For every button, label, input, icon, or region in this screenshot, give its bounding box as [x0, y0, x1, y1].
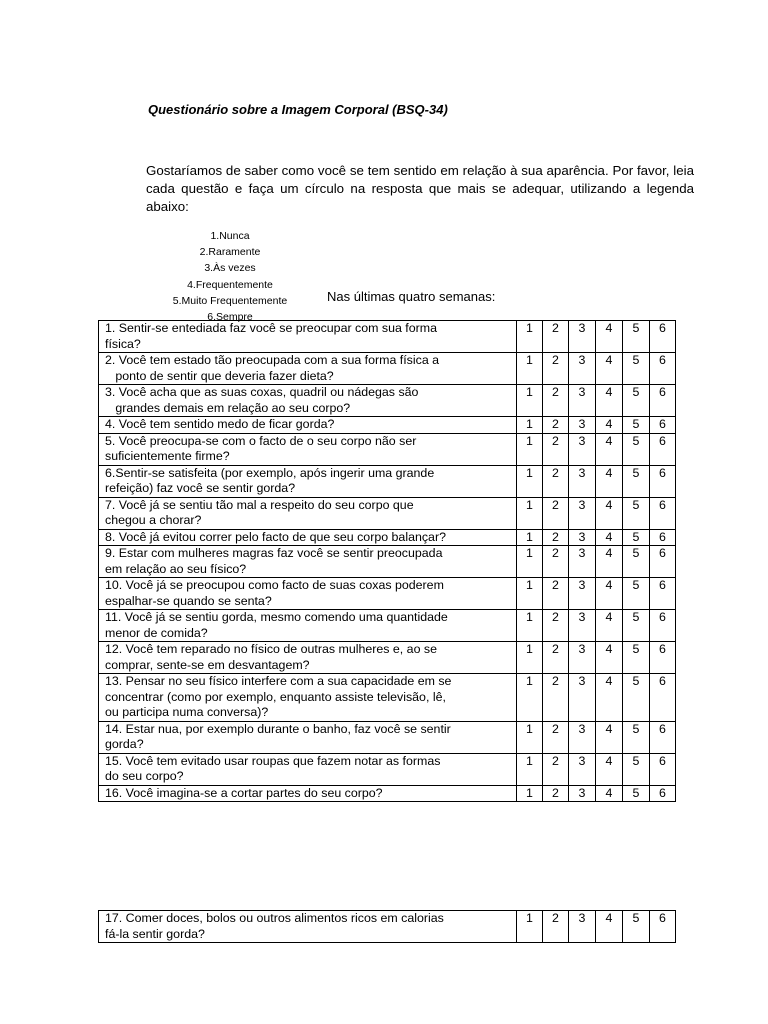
- question-row: [99, 465, 676, 497]
- question-line: 17. Comer doces, bolos ou outros alimentos ricos em calorias: [105, 911, 444, 925]
- question-row: [99, 321, 676, 353]
- answer-option[interactable]: 2: [543, 497, 569, 529]
- question-line: física?: [105, 336, 141, 351]
- question-text: [99, 353, 517, 385]
- answer-option[interactable]: 1: [517, 753, 543, 785]
- answer-option[interactable]: 5: [623, 721, 650, 753]
- answer-option[interactable]: 6: [650, 785, 676, 802]
- answer-option[interactable]: 4: [596, 385, 623, 417]
- legend: [160, 228, 300, 325]
- question-row: [99, 911, 676, 943]
- answer-option[interactable]: 2: [543, 385, 569, 417]
- answer-option[interactable]: 1: [517, 642, 543, 674]
- legend-item: 3.Às vezes: [204, 262, 256, 275]
- answer-option[interactable]: 1: [517, 721, 543, 753]
- answer-option[interactable]: 5: [623, 529, 650, 546]
- answer-option[interactable]: 5: [623, 911, 650, 943]
- subheading: Nas últimas quatro semanas:: [327, 289, 496, 304]
- question-line: concentrar (como por exemplo, enquanto assiste televisão, lê,: [105, 689, 446, 704]
- question-line: em relação ao seu físico?: [105, 561, 247, 576]
- answer-option[interactable]: 1: [517, 785, 543, 802]
- answer-option[interactable]: 3: [569, 674, 596, 722]
- answer-option[interactable]: 1: [517, 674, 543, 722]
- answer-option[interactable]: 4: [596, 785, 623, 802]
- answer-option[interactable]: 4: [596, 417, 623, 434]
- answer-option[interactable]: 2: [543, 353, 569, 385]
- question-line: comprar, sente-se em desvantagem?: [105, 657, 310, 672]
- legend-item: 5.Muito Frequentemente: [172, 294, 288, 307]
- question-row: [99, 785, 676, 802]
- answer-option[interactable]: 3: [569, 642, 596, 674]
- question-line: ou participa numa conversa)?: [105, 705, 269, 719]
- answer-option[interactable]: 2: [543, 578, 569, 610]
- answer-option[interactable]: 6: [650, 433, 676, 465]
- question-line: fá-la sentir gorda?: [105, 926, 205, 941]
- answer-option[interactable]: 1: [517, 417, 543, 434]
- answer-option[interactable]: 5: [623, 674, 650, 722]
- answer-option[interactable]: 5: [623, 642, 650, 674]
- answer-option[interactable]: 1: [517, 497, 543, 529]
- answer-option[interactable]: 2: [543, 785, 569, 802]
- answer-option[interactable]: 3: [569, 433, 596, 465]
- question-text: [99, 529, 517, 546]
- answer-option[interactable]: 2: [543, 721, 569, 753]
- answer-option[interactable]: 6: [650, 578, 676, 610]
- answer-option[interactable]: 2: [543, 465, 569, 497]
- question-line: do seu corpo?: [105, 769, 184, 783]
- answer-option[interactable]: 6: [650, 753, 676, 785]
- page-title: Questionário sobre a Imagem Corporal (BSQ-34): [148, 102, 448, 117]
- question-line: 11. Você já se sentiu gorda, mesmo comendo uma quantidade: [105, 610, 448, 624]
- question-line: 14. Estar nua, por exemplo durante o banho, faz você se sentir: [105, 721, 451, 736]
- legend-item: 1.Nunca: [210, 230, 250, 242]
- question-text: [99, 546, 517, 578]
- question-row: [99, 578, 676, 610]
- answer-option[interactable]: 3: [569, 753, 596, 785]
- answer-option[interactable]: 2: [543, 642, 569, 674]
- question-text: [99, 753, 517, 785]
- answer-option[interactable]: 2: [543, 546, 569, 578]
- question-row: [99, 610, 676, 642]
- answer-option[interactable]: 1: [517, 546, 543, 578]
- answer-option[interactable]: 3: [569, 353, 596, 385]
- answer-option[interactable]: 6: [650, 529, 676, 546]
- question-line: grandes demais em relação ao seu corpo?: [105, 400, 351, 415]
- legend-item: 4.Frequentemente: [187, 278, 273, 291]
- answer-option[interactable]: 4: [596, 721, 623, 753]
- answer-option[interactable]: 5: [623, 610, 650, 642]
- question-text: [99, 642, 517, 674]
- answer-option[interactable]: 5: [623, 497, 650, 529]
- answer-option[interactable]: 2: [543, 753, 569, 785]
- answer-option[interactable]: 5: [623, 417, 650, 434]
- answer-option[interactable]: 4: [596, 529, 623, 546]
- answer-option[interactable]: 6: [650, 721, 676, 753]
- question-text: [99, 721, 517, 753]
- answer-option[interactable]: 1: [517, 578, 543, 610]
- question-row: [99, 433, 676, 465]
- question-line: 7. Você já se sentiu tão mal a respeito do seu corpo que: [105, 497, 414, 512]
- answer-option[interactable]: 1: [517, 385, 543, 417]
- question-text: [99, 497, 517, 529]
- intro-paragraph: Gostaríamos de saber como você se tem sentido em relação à sua aparência. Por favor, leia cada questão e faça um círculo na resposta que mais se adequar, utilizando a legenda abaixo:: [146, 163, 694, 214]
- answer-option[interactable]: 4: [596, 753, 623, 785]
- question-row: [99, 642, 676, 674]
- question-line: 9. Estar com mulheres magras faz você se sentir preocupada: [105, 546, 443, 560]
- answer-option[interactable]: 2: [543, 529, 569, 546]
- question-text: [99, 674, 517, 722]
- question-line: 4. Você tem sentido medo de ficar gorda?: [105, 417, 335, 431]
- answer-option[interactable]: 1: [517, 321, 543, 353]
- answer-option[interactable]: 1: [517, 353, 543, 385]
- answer-option[interactable]: 6: [650, 417, 676, 434]
- answer-option[interactable]: 5: [623, 385, 650, 417]
- answer-option[interactable]: 6: [650, 353, 676, 385]
- answer-option[interactable]: 4: [596, 911, 623, 943]
- answer-option[interactable]: 4: [596, 353, 623, 385]
- answer-option[interactable]: 1: [517, 465, 543, 497]
- answer-option[interactable]: 3: [569, 578, 596, 610]
- answer-option[interactable]: 2: [543, 433, 569, 465]
- question-row: [99, 417, 676, 434]
- answer-option[interactable]: 6: [650, 465, 676, 497]
- answer-option[interactable]: 2: [543, 321, 569, 353]
- answer-option[interactable]: 5: [623, 321, 650, 353]
- answer-option[interactable]: 6: [650, 546, 676, 578]
- question-line: 8. Você já evitou correr pelo facto de que seu corpo balançar?: [105, 529, 446, 544]
- question-row: [99, 753, 676, 785]
- answer-option[interactable]: 6: [650, 674, 676, 722]
- answer-option[interactable]: 3: [569, 385, 596, 417]
- question-text: [99, 321, 517, 353]
- questionnaire-table-continued: [98, 910, 676, 943]
- question-text: [99, 465, 517, 497]
- answer-option[interactable]: 3: [569, 610, 596, 642]
- answer-option[interactable]: 3: [569, 721, 596, 753]
- answer-option[interactable]: 6: [650, 642, 676, 674]
- question-line: 2. Você tem estado tão preocupada com a sua forma física a: [105, 353, 440, 367]
- answer-option[interactable]: 1: [517, 911, 543, 943]
- answer-option[interactable]: 2: [543, 610, 569, 642]
- question-line: chegou a chorar?: [105, 513, 202, 527]
- answer-option[interactable]: 4: [596, 610, 623, 642]
- answer-option[interactable]: 4: [596, 546, 623, 578]
- question-line: 13. Pensar no seu físico interfere com a sua capacidade em se: [105, 674, 452, 688]
- answer-option[interactable]: 2: [543, 417, 569, 434]
- question-line: ponto de sentir que deveria fazer dieta?: [105, 368, 334, 383]
- answer-option[interactable]: 3: [569, 529, 596, 546]
- question-text: [99, 785, 517, 802]
- answer-option[interactable]: 3: [569, 321, 596, 353]
- answer-option[interactable]: 2: [543, 674, 569, 722]
- answer-option[interactable]: 5: [623, 546, 650, 578]
- legend-item: 6.Sempre: [207, 311, 253, 324]
- question-row: [99, 721, 676, 753]
- answer-option[interactable]: 4: [596, 321, 623, 353]
- question-row: [99, 385, 676, 417]
- answer-option[interactable]: 5: [623, 578, 650, 610]
- question-row: [99, 546, 676, 578]
- answer-option[interactable]: 3: [569, 497, 596, 529]
- answer-option[interactable]: 5: [623, 785, 650, 802]
- answer-option[interactable]: 4: [596, 433, 623, 465]
- question-line: menor de comida?: [105, 625, 208, 640]
- question-line: 15. Você tem evitado usar roupas que fazem notar as formas: [105, 753, 441, 768]
- answer-option[interactable]: 4: [596, 578, 623, 610]
- question-line: 5. Você preocupa-se com o facto de o seu corpo não ser: [105, 433, 417, 448]
- question-text: [99, 578, 517, 610]
- question-line: 10. Você já se preocupou como facto de suas coxas poderem: [105, 578, 444, 592]
- question-line: 12. Você tem reparado no físico de outras mulheres e, ao se: [105, 642, 437, 656]
- question-line: refeição) faz você se sentir gorda?: [105, 481, 296, 495]
- questionnaire-table: [98, 320, 676, 802]
- answer-option[interactable]: 1: [517, 433, 543, 465]
- question-line: gorda?: [105, 737, 144, 751]
- question-text: [99, 385, 517, 417]
- answer-option[interactable]: 6: [650, 610, 676, 642]
- question-text: [99, 417, 517, 434]
- question-row: [99, 529, 676, 546]
- answer-option[interactable]: 6: [650, 911, 676, 943]
- answer-option[interactable]: 6: [650, 321, 676, 353]
- answer-option[interactable]: 4: [596, 674, 623, 722]
- answer-option[interactable]: 4: [596, 497, 623, 529]
- question-row: [99, 674, 676, 722]
- legend-item: 2.Raramente: [199, 246, 261, 259]
- answer-option[interactable]: 1: [517, 610, 543, 642]
- answer-option[interactable]: 6: [650, 497, 676, 529]
- question-text: [99, 610, 517, 642]
- answer-option[interactable]: 5: [623, 353, 650, 385]
- question-line: espalhar-se quando se senta?: [105, 593, 272, 608]
- answer-option[interactable]: 4: [596, 642, 623, 674]
- answer-option[interactable]: 2: [543, 911, 569, 943]
- answer-option[interactable]: 5: [623, 753, 650, 785]
- question-text: [99, 911, 517, 943]
- question-line: 1. Sentir-se entediada faz você se preocupar com sua forma: [105, 321, 437, 335]
- answer-option[interactable]: 3: [569, 911, 596, 943]
- answer-option[interactable]: 3: [569, 785, 596, 802]
- answer-option[interactable]: 1: [517, 529, 543, 546]
- answer-option[interactable]: 5: [623, 465, 650, 497]
- question-line: 16. Você imagina-se a cortar partes do seu corpo?: [105, 785, 383, 800]
- answer-option[interactable]: 3: [569, 546, 596, 578]
- question-row: [99, 497, 676, 529]
- answer-option[interactable]: 5: [623, 433, 650, 465]
- answer-option[interactable]: 4: [596, 465, 623, 497]
- question-row: [99, 353, 676, 385]
- question-line: 6.Sentir-se satisfeita (por exemplo, após ingerir uma grande: [105, 465, 435, 480]
- question-line: 3. Você acha que as suas coxas, quadril ou nádegas são: [105, 385, 419, 399]
- answer-option[interactable]: 3: [569, 417, 596, 434]
- answer-option[interactable]: 3: [569, 465, 596, 497]
- question-text: [99, 433, 517, 465]
- answer-option[interactable]: 6: [650, 385, 676, 417]
- question-line: suficientemente firme?: [105, 449, 230, 463]
